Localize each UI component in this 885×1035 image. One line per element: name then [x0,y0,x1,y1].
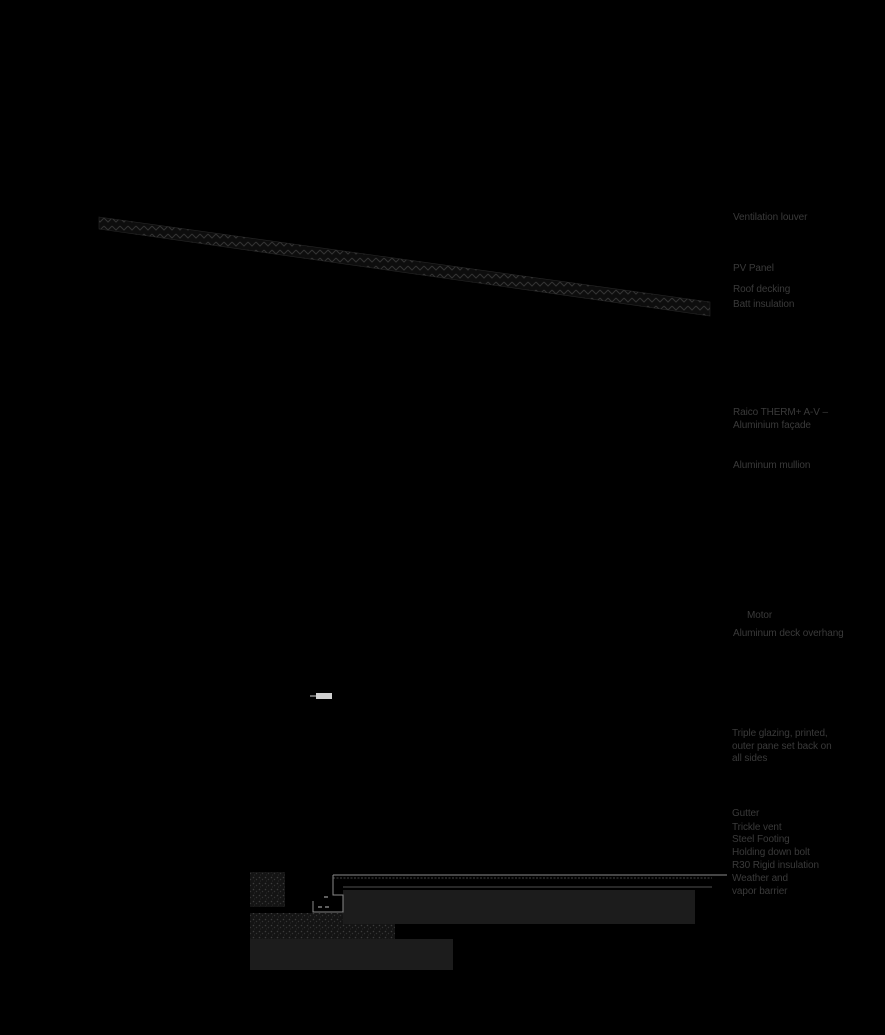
floor-slab [343,890,695,924]
label-deck-overhang: Aluminum deck overhang [733,628,844,639]
motor-symbol [310,693,332,699]
label-motor: Motor [747,610,773,621]
label-holding-down-bolt: Holding down bolt [732,847,810,858]
roof-insulation-hatch [99,217,710,316]
sloped-roof-assembly [99,217,710,316]
label-roof-decking: Roof decking [733,284,791,295]
label-rigid-insulation: R30 Rigid insulation [732,860,819,871]
steel-footing-profile [313,875,343,912]
label-triple-glazing: Triple glazing, printed, outer pane set back on all sides [732,728,832,764]
label-pv-panel: PV Panel [733,263,774,274]
label-steel-footing: Steel Footing [732,834,790,845]
label-aluminum-mullion: Aluminum mullion [733,460,811,471]
label-ventilation-louver: Ventilation louver [733,212,808,223]
label-batt-insulation: Batt insulation [733,299,795,310]
concrete-footing-lower [250,939,453,970]
label-raico-facade: Raico THERM+ A-V – Aluminium façade [733,407,828,431]
label-weather-barrier: Weather and vapor barrier [732,873,788,897]
label-gutter: Gutter [732,808,760,819]
label-trickle-vent: Trickle vent [732,822,782,833]
foundation-assembly [250,872,727,970]
gravel-fill [250,872,285,907]
